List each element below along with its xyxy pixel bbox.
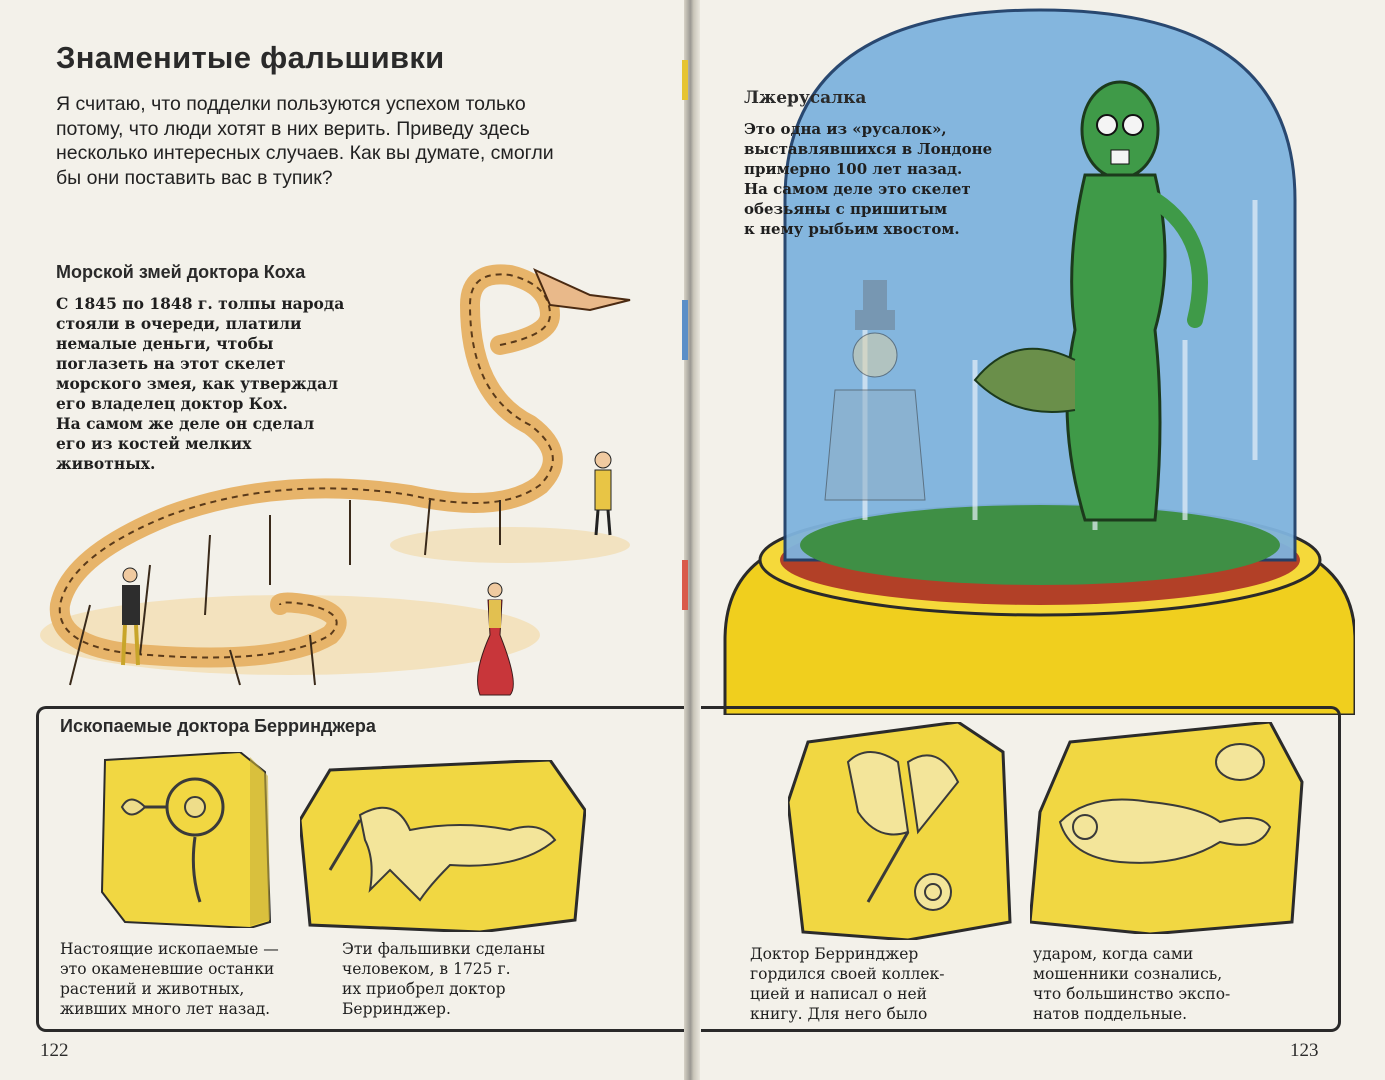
caption-line: книгу. Для него было	[750, 1005, 928, 1023]
koch-line: поглазеть на этот скелет	[56, 354, 286, 373]
caption-line: натов поддельные.	[1033, 1005, 1188, 1023]
caption-line: растений и животных,	[60, 980, 245, 998]
page-number-left: 122	[40, 1040, 69, 1061]
caption-line: Берринджер.	[342, 1000, 451, 1018]
caption-line: Настоящие ископаемые —	[60, 940, 279, 958]
caption-line: мошенники сознались,	[1033, 965, 1223, 983]
mermaid-heading: Лжерусалка	[744, 88, 867, 108]
caption-line: цией и написал о ней	[750, 985, 928, 1003]
koch-line: стояли в очереди, платили	[56, 314, 302, 333]
koch-line: его из костей мелких	[56, 434, 252, 453]
caption-line: ударом, когда сами	[1033, 945, 1194, 963]
page-edge-strip	[682, 300, 688, 360]
page-edge-strip	[682, 560, 688, 610]
caption-line: Эти фальшивки сделаны	[342, 940, 545, 958]
koch-line: его владелец доктор Кох.	[56, 394, 288, 413]
koch-heading: Морской змей доктора Коха	[56, 262, 306, 282]
caption-line: Доктор Берринджер	[750, 945, 919, 963]
mermaid-line: обезьяны с пришитым	[744, 200, 948, 218]
mermaid-line: примерно 100 лет назад.	[744, 160, 963, 178]
caption-line: их приобрел доктор	[342, 980, 506, 998]
sea-serpent-skeleton-illustration	[30, 245, 650, 705]
page-number-right: 123	[1290, 1040, 1319, 1061]
caption-line: гордился своей коллек-	[750, 965, 945, 983]
caption-line: это окаменевшие останки	[60, 960, 275, 978]
beringer-heading: Ископаемые доктора Берринджера	[60, 716, 376, 736]
fossil-fish-sun-icon	[1030, 722, 1304, 934]
fossil-bird-icon	[300, 760, 586, 932]
koch-line: немалые деньги, чтобы	[56, 334, 274, 353]
left-page	[0, 0, 684, 1080]
mermaid-line: Это одна из «русалок»,	[744, 120, 947, 138]
mermaid-line: выставлявшихся в Лондоне	[744, 140, 993, 158]
caption-line: живших много лет назад.	[60, 1000, 271, 1018]
man-figure	[595, 452, 611, 535]
mermaid-line: На самом деле это скелет	[744, 180, 971, 198]
fossil-flower-icon	[100, 752, 272, 928]
mermaid-line: к нему рыбьим хвостом.	[744, 220, 960, 238]
caption-line: человеком, в 1725 г.	[342, 960, 511, 978]
caption-line: что большинство экспо-	[1033, 985, 1231, 1003]
page-title: Знаменитые фальшивки	[56, 40, 445, 75]
page-edge-strip	[682, 60, 688, 100]
koch-line: На самом же деле он сделал	[56, 414, 315, 433]
koch-line: животных.	[56, 454, 156, 473]
right-page	[700, 0, 1385, 1080]
koch-line: С 1845 по 1848 г. толпы народа	[56, 294, 345, 313]
book-gutter	[684, 0, 700, 1080]
koch-line: морского змея, как утверждал	[56, 374, 339, 393]
intro-paragraph: Я считаю, что подделки пользуются успехом только потому, что люди хотят в них верить. Приведу здесь несколько интересных случаев. Как вы думате, смогли бы они поставить вас в тупик?	[56, 93, 554, 189]
fossil-insect-snail-icon	[788, 722, 1013, 940]
